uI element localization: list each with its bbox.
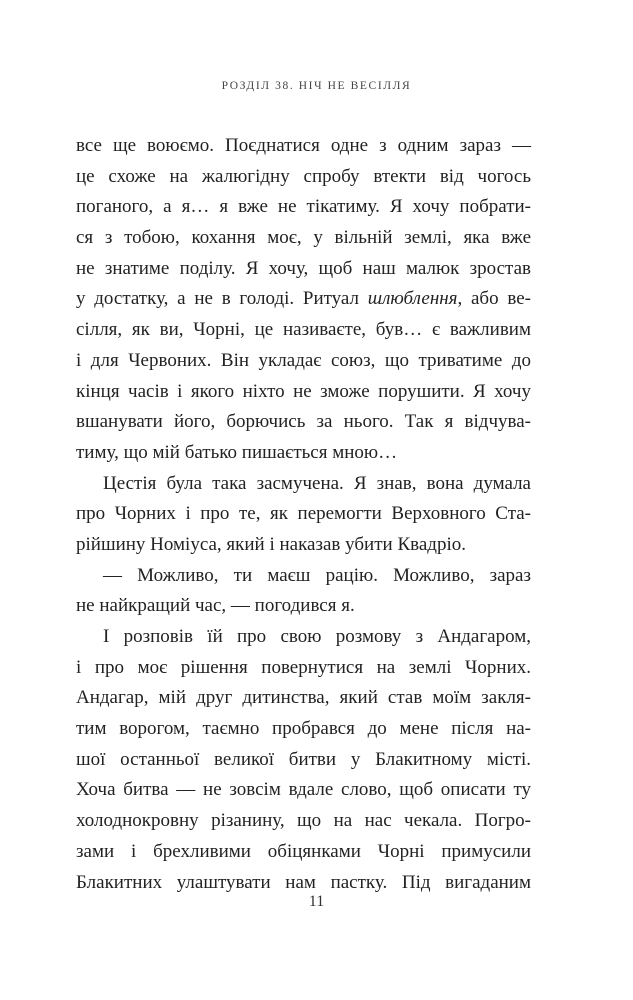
text-line: і для Червоних. Він укладає союз, що триватиме до	[76, 349, 531, 371]
text-segment: у достатку, а не в голоді. Ритуал	[76, 288, 368, 310]
text-line: все ще воюємо. Поєднатися одне з одним зараз —	[76, 135, 531, 156]
text-line: тиму, що мій батько пишається мною…	[76, 441, 398, 463]
page-number: 11	[308, 893, 325, 910]
text-line: поганого, а я… я вже не тікатиму. Я хочу побрати-	[76, 196, 531, 218]
text-line: і про моє рішення повернутися на землі Чорних.	[76, 656, 531, 678]
body-text	[76, 131, 531, 898]
text-line	[76, 284, 531, 315]
text-line: холоднокровну різанину, що на нас чекала. Погро-	[76, 810, 531, 832]
text-line: Андагар, мій друг дитинства, який став моїм закля-	[76, 687, 531, 709]
text-line: кінця часів і якого ніхто не зможе порушити. Я хочу	[76, 380, 531, 402]
text-line: Цестія була така засмучена. Я знав, вона думала	[103, 472, 531, 494]
text-line: Блакитних улаштувати нам пастку. Під вигаданим	[76, 871, 531, 893]
running-head: РОЗДІЛ 38. НІЧ НЕ ВЕСІЛЛЯ	[221, 80, 412, 92]
text-line: вшанувати його, борючись за нього. Так я відчува-	[76, 411, 531, 433]
text-line: шої останньої великої битви у Блакитному місті.	[76, 748, 531, 770]
text-line: ся з тобою, кохання моє, у вільній землі, яка вже	[76, 227, 531, 249]
text-line: тим ворогом, таємно пробрався до мене після на-	[76, 718, 531, 740]
text-line: не знатиме поділу. Я хочу, щоб наш малюк зростав	[76, 257, 531, 279]
text-line: сілля, як ви, Чорні, це називаєте, був… є важливим	[76, 319, 531, 341]
text-line: І розповів їй про свою розмову з Андагаром,	[103, 626, 531, 647]
text-line: про Чорних і про те, як перемогти Верховного Ста-	[76, 503, 531, 525]
text-line: Хоча битва — не зовсім вдале слово, щоб описати ту	[76, 779, 531, 801]
text-segment: , або ве-	[457, 288, 531, 310]
text-line: це схоже на жалюгідну спробу втекти від чогось	[76, 165, 531, 187]
text-line: рійшину Номіуса, який і наказав убити Квадріо.	[76, 533, 466, 555]
text-line: зами і брехливими обіцянками Чорні примусили	[76, 840, 531, 862]
text-line: не найкращий час, — погодився я.	[76, 595, 355, 617]
text-line: — Можливо, ти маєш рацію. Можливо, зараз	[103, 564, 531, 586]
italic-term: шлюблення	[367, 288, 458, 310]
